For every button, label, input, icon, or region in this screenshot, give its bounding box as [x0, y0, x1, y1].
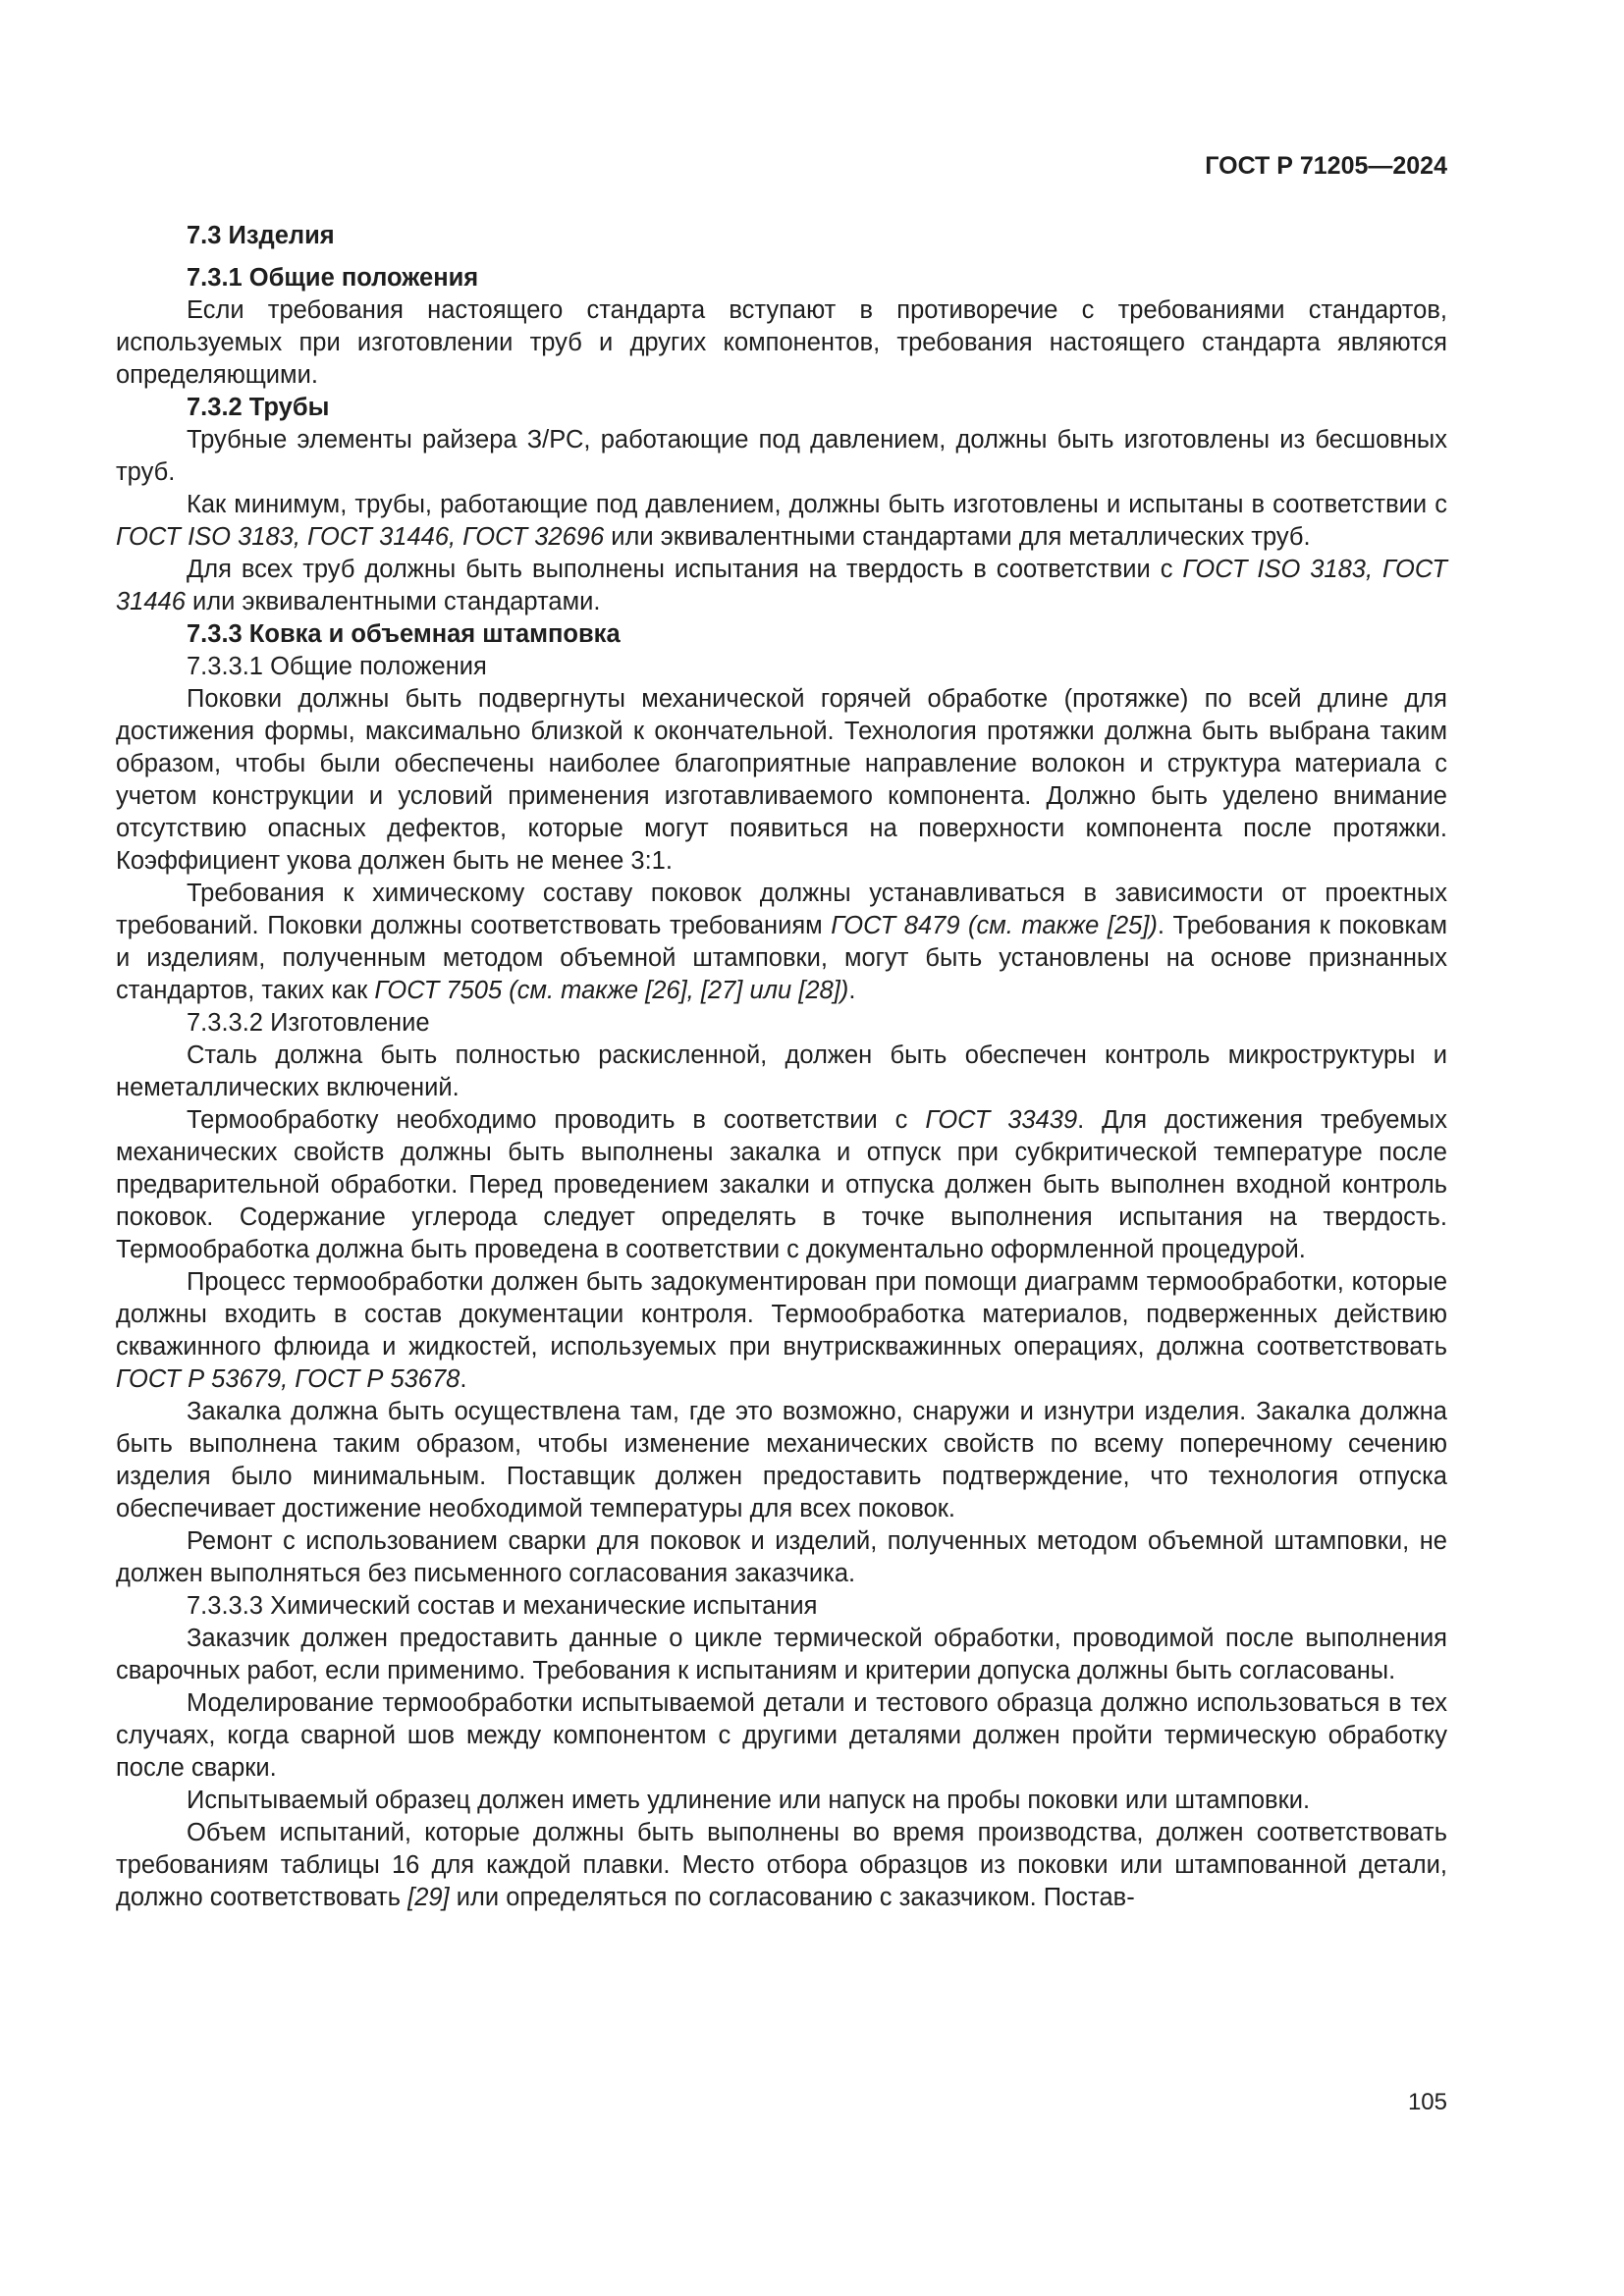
body-paragraph	[116, 1687, 1447, 1785]
clause-heading	[116, 1590, 1447, 1623]
text-run: Если требования настоящего стандарта вступают в противоречие с требованиями стандартов, используемых при изготовлении труб и других компонентов, требования настоящего стандарта являются определяющими.	[116, 296, 1447, 389]
text-run: . Требования к поковкам и изделиям, полученным методом объемной штамповки, могут быть установлены на основе признанных стандартов, таких как	[116, 912, 1447, 1004]
text-run: или эквивалентными стандартами.	[185, 588, 601, 615]
reference-text: ГОСТ ISO 3183, ГОСТ 31446, ГОСТ 32696	[116, 523, 605, 551]
body-paragraph	[116, 1623, 1447, 1687]
reference-text: ГОСТ Р 53679, ГОСТ Р 53678	[116, 1365, 460, 1393]
text-run: 7.3.2 Трубы	[187, 394, 330, 421]
subsection-heading	[116, 392, 1447, 424]
reference-text: [29]	[407, 1884, 450, 1911]
subsection-heading	[116, 262, 1447, 294]
text-run: .	[848, 977, 856, 1004]
text-run: 7.3.3.2 Изготовление	[187, 1009, 430, 1037]
text-run: 7.3.1 Общие положения	[187, 264, 479, 292]
text-run: 7.3.3 Ковка и объемная штамповка	[187, 620, 621, 648]
text-run: Процесс термообработки должен быть задокументирован при помощи диаграмм термообработки, которые должны входить в состав документации контроля. Термообработка материалов, подверженных действию скважинного флюида и жидкостей, используемых при внутрискважинных операциях, должна соответствовать	[116, 1268, 1447, 1361]
body-paragraph	[116, 554, 1447, 618]
text-run: Поковки должны быть подвергнуты механической горячей обработке (протяжке) по всей длине для достижения формы, максимально близкой к окончательной. Технология протяжки должна быть выбрана таким образом, чтобы были обеспечены наиболее благоприятные направление волокон и структура материала с учетом конструкции и условий применения изготавливаемого компонента. Должно быть уделено внимание отсутствию опасных дефектов, которые могут появиться на поверхности компонента после протяжки. Коэффициент укова должен быть не менее 3:1.	[116, 685, 1447, 875]
text-run: Требования к химическому составу поковок должны устанавливаться в зависимости от проектных требований. Поковки должны соответствовать требованиям	[116, 880, 1447, 939]
body-paragraph	[116, 424, 1447, 489]
text-run: Для всех труб должны быть выполнены испытания на твердость в соответствии с	[187, 556, 1183, 583]
clause-heading	[116, 1007, 1447, 1040]
text-run: Ремонт с использованием сварки для поковок и изделий, полученных методом объемной штамповки, не должен выполняться без письменного согласования заказчика.	[116, 1527, 1447, 1587]
text-run: Моделирование термообработки испытываемой детали и тестового образца должно использоваться в тех случаях, когда сварной шов между компонентом с другими деталями должен пройти термическую обработку после сварки.	[116, 1689, 1447, 1782]
body-paragraph	[116, 1040, 1447, 1104]
text-run: 7.3.3.1 Общие положения	[187, 653, 487, 680]
text-run: Как минимум, трубы, работающие под давлением, должны быть изготовлены и испытаны в соответствии с	[187, 491, 1447, 518]
text-run: или эквивалентными стандартами для металлических труб.	[604, 523, 1311, 551]
page-number: 105	[1407, 2089, 1447, 2115]
text-run: или определяться по согласованию с заказчиком. Постав-	[449, 1884, 1135, 1911]
body-paragraph	[116, 1396, 1447, 1525]
text-run: Заказчик должен предоставить данные о цикле термической обработки, проводимой после выполнения сварочных работ, если применимо. Требования к испытаниям и критерии допуска должны быть согласованы.	[116, 1625, 1447, 1684]
text-run: Термообработку необходимо проводить в соответствии с	[187, 1106, 926, 1134]
text-run: 7.3 Изделия	[187, 222, 335, 249]
clause-heading	[116, 651, 1447, 683]
body-paragraph	[116, 1266, 1447, 1396]
reference-text: ГОСТ 7505 (см. также [26], [27] или [28])	[374, 977, 849, 1004]
reference-text: ГОСТ 33439	[925, 1106, 1078, 1134]
subsection-heading	[116, 618, 1447, 651]
text-run: Сталь должна быть полностью раскисленной, должен быть обеспечен контроль микроструктуры и неметаллических включений.	[116, 1041, 1447, 1101]
body-paragraph	[116, 489, 1447, 554]
text-run: 7.3.3.3 Химический состав и механические испытания	[187, 1592, 818, 1620]
body-paragraph	[116, 1785, 1447, 1817]
text-run: Объем испытаний, которые должны быть выполнены во время производства, должен соответствовать требованиям таблицы 16 для каждой плавки. Место отбора образцов из поковки или штампованной детали, должно соответствовать	[116, 1819, 1447, 1911]
body-paragraph	[116, 294, 1447, 392]
text-run: Испытываемый образец должен иметь удлинение или напуск на пробы поковки или штамповки.	[187, 1787, 1311, 1814]
body-paragraph	[116, 1525, 1447, 1590]
body-paragraph	[116, 1817, 1447, 1914]
body-paragraph	[116, 1104, 1447, 1266]
text-run: Трубные элементы райзера З/РС, работающие под давлением, должны быть изготовлены из бесшовных труб.	[116, 426, 1447, 486]
text-run: Закалка должна быть осуществлена там, где это возможно, снаружи и изнутри изделия. Закалка должна быть выполнена таким образом, чтобы изменение механических свойств по всему поперечному сечению изделия было минимальным. Поставщик должен предоставить подтверждение, что технология отпуска обеспечивает достижение необходимой температуры для всех поковок.	[116, 1398, 1447, 1522]
text-run: .	[460, 1365, 467, 1393]
section-heading	[116, 220, 1447, 252]
body-paragraph	[116, 683, 1447, 878]
reference-text: ГОСТ 8479 (см. также [25])	[831, 912, 1158, 939]
document-header: ГОСТ Р 71205—2024	[1205, 152, 1447, 180]
reference-text: ГОСТ ISO 3183, ГОСТ 31446	[116, 556, 1447, 615]
body-paragraph	[116, 878, 1447, 1007]
document-body	[116, 220, 1447, 1914]
text-run: . Для достижения требуемых механических свойств должны быть выполнены закалка и отпуск при субкритической температуре после предварительной обработки. Перед проведением закалки и отпуска должен быть выполнен входной контроль поковок. Содержание углерода следует определять в точке выполнения испытания на твердость. Термообработка должна быть проведена в соответствии с документально оформленной процедурой.	[116, 1106, 1448, 1263]
